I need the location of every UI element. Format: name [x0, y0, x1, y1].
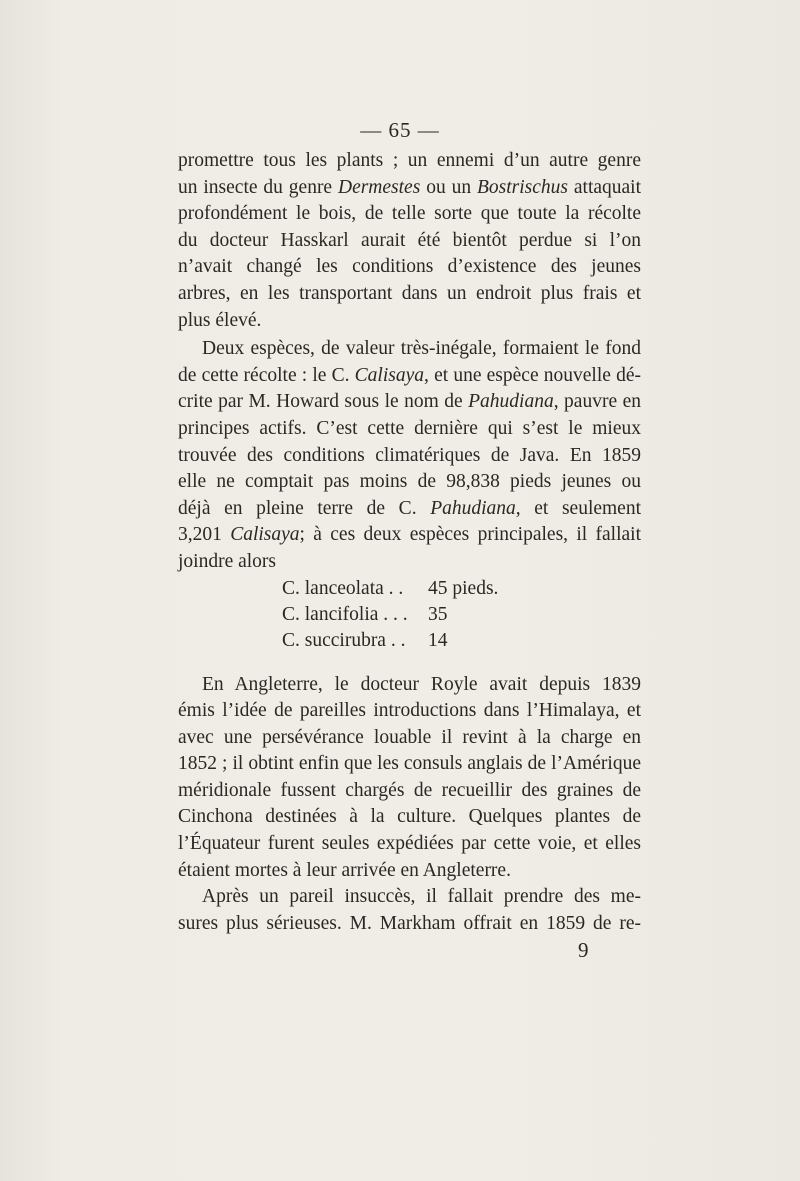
text-line: sures plus sérieuses. M. Markham offrait en 1859 de re-: [178, 912, 641, 934]
text-line: déjà en pleine terre de C. Pahudiana, et seulement: [178, 497, 642, 519]
text-line: profondément le bois, de telle sorte que toute la récolte: [178, 203, 641, 225]
species-name: C. lancifolia . . .: [282, 603, 408, 625]
text-line: plus élevé.: [178, 309, 262, 331]
text-line: un insecte du genre Dermestes ou un Bostrischus attaquait: [178, 176, 642, 198]
species-name: C. lanceolata . .: [282, 577, 404, 599]
species-count: 14: [428, 629, 448, 651]
text-line: méridionale fussent chargés de recueillir des graines de: [178, 779, 641, 801]
text-line: promettre tous les plants ; un ennemi d’un autre genre: [178, 150, 641, 171]
text-line: trouvée des conditions climatériques de Java. En 1859: [178, 444, 641, 466]
text-line: crite par M. Howard sous le nom de Pahudiana, pauvre en: [178, 391, 641, 413]
text-line: n’avait changé les conditions d’existence des jeunes: [178, 256, 641, 278]
text-line: Après un pareil insuccès, il fallait prendre des me-: [202, 886, 641, 908]
text-line: étaient mortes à leur arrivée en Angleterre.: [178, 859, 511, 881]
text-line: 1852 ; il obtint enfin que les consuls anglais de l’Amérique: [178, 753, 641, 775]
text-line: du docteur Hasskarl aurait été bientôt perdue si l’on: [178, 229, 641, 251]
text-line: elle ne comptait pas moins de 98,838 pieds jeunes ou: [178, 471, 641, 493]
text-line: joindre alors: [178, 550, 277, 572]
text-line: arbres, en les transportant dans un endroit plus frais et: [178, 282, 641, 304]
species-count: 45 pieds.: [428, 577, 499, 599]
table-row: [178, 602, 641, 628]
text-line: émis l’idée de pareilles introductions dans l’Himalaya, et: [178, 700, 641, 722]
signature-mark: 9: [578, 938, 589, 962]
text-line: principes actifs. C’est cette dernière qui s’est le mieux: [178, 417, 641, 439]
text-line: avec une persévérance louable il revint à la charge en: [178, 726, 641, 748]
text-line: 3,201 Calisaya; à ces deux espèces principales, il fallait: [178, 524, 641, 546]
table-row: [178, 576, 641, 602]
table-row: [178, 628, 641, 654]
page-number: — 65 —: [360, 118, 440, 142]
species-name: C. succirubra . .: [282, 629, 406, 651]
text-line: l’Équateur furent seules expédiées par cette voie, et elles: [178, 833, 641, 855]
body-text: [178, 148, 641, 937]
species-count: 35: [428, 603, 448, 625]
text-line: Deux espèces, de valeur très-inégale, formaient le fond: [202, 338, 641, 360]
text-line: Cinchona destinées à la culture. Quelques plantes de: [178, 806, 641, 828]
text-line: En Angleterre, le docteur Royle avait depuis 1839: [202, 673, 641, 695]
text-line: de cette récolte : le C. Calisaya, et une espèce nouvelle dé-: [178, 364, 641, 386]
